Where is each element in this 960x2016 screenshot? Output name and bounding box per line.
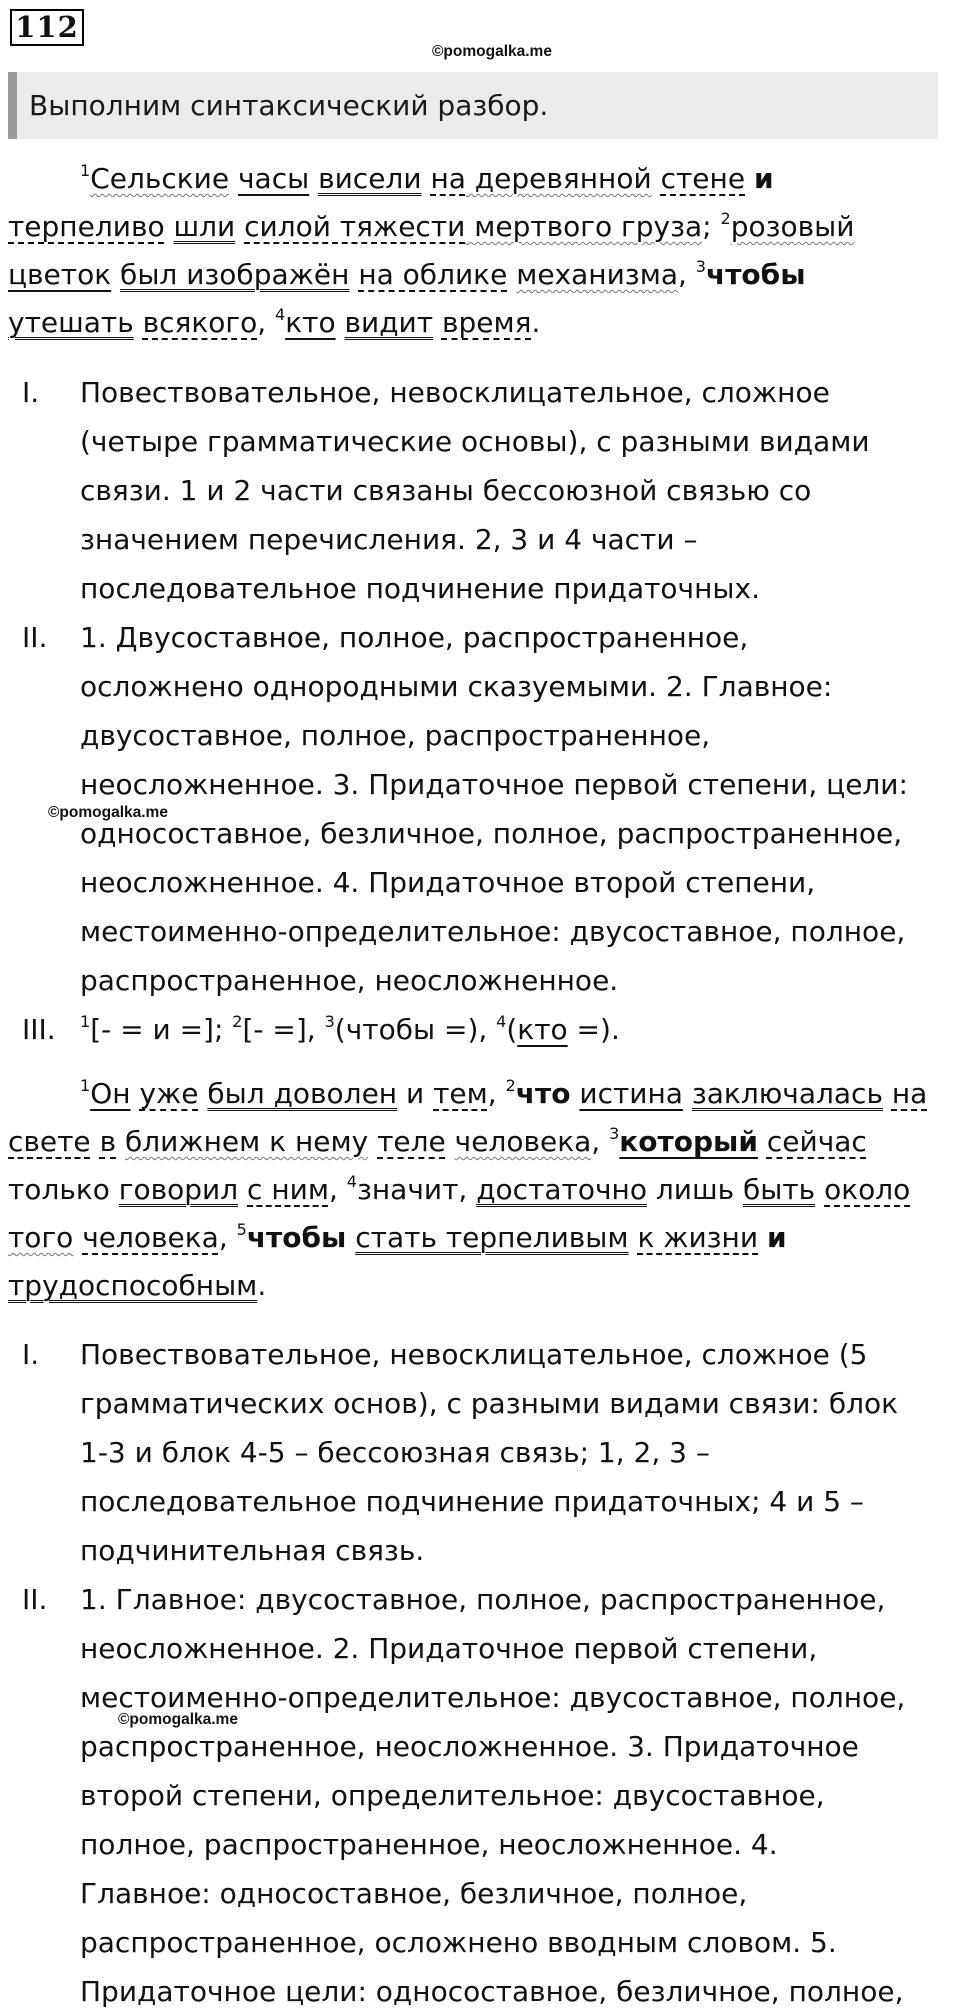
part-number: 1 [80,160,91,180]
sentence-member: в [99,1125,117,1158]
part-number: 4 [275,304,286,324]
sentence-line [8,251,953,299]
sentence-member: и [766,1221,787,1254]
analysis-line: последовательное подчинение придаточных; 4 и 5 – [80,1485,864,1518]
sentence-member: розовый [730,210,855,243]
text-fragment: , [487,1077,506,1110]
sentence-member: с ним [247,1173,329,1206]
analysis-line: 1-3 и блок 4-5 – бессоюзная связь; 1, 2, 3 – [80,1436,710,1469]
sentence-line [8,1118,953,1166]
watermark-mid: ©pomogalka.me [48,804,168,821]
sentence-member: сейчас [766,1125,867,1158]
sentence-member: того [8,1221,74,1254]
sentence-line [8,155,953,203]
sentence-member: терпеливо [8,210,165,243]
text-fragment [111,258,120,291]
analysis-line: последовательное подчинение придаточных. [80,572,760,605]
sentence-member: который [619,1125,758,1158]
part-number: 2 [505,1075,516,1095]
watermark-low: ©pomogalka.me [118,1711,238,1728]
watermark: ©pomogalka.me [432,43,552,60]
sentence-member: свете [8,1125,91,1158]
sentence-member: человека [82,1221,219,1254]
text-fragment: ( [506,1013,518,1046]
sentence-line [8,1262,953,1310]
sentence-2 [8,1070,953,1310]
text-fragment: . [531,306,541,339]
analysis-line: односоставное, безличное, полное, распространенное, [80,817,903,850]
sentence-member: уже [139,1077,199,1110]
sentence-member: мертвого груза [465,210,703,243]
sentence-member: тем [433,1077,488,1110]
sentence-member: был доволен [207,1077,398,1110]
analysis-line: Главное: односоставное, безличное, полное, [80,1877,748,1910]
analysis-line: Повествовательное, невосклицательное, сложное [80,376,830,409]
sentence-member: истина [579,1077,683,1110]
sentence-line [8,1070,953,1118]
sentence-member: силой тяжести [244,210,466,243]
text-fragment: . [257,1269,267,1302]
text-fragment: только [8,1173,119,1206]
text-fragment: , [218,1221,237,1254]
sentence-member: говорил [118,1173,239,1206]
sentence-member: на [891,1077,928,1110]
task-number: 112 [10,9,84,46]
text-fragment [433,306,442,339]
analysis-line: подчинительная связь. [80,1534,425,1567]
sentence-member: что [515,1077,571,1110]
part-number: 3 [609,1123,620,1143]
sentence-line [8,203,953,251]
analysis-item [0,1330,960,1575]
sentence-member: часы [238,162,310,195]
analysis-line: неосложненное. 4. Придаточное второй степени, [80,866,816,899]
sentence-member: утешать [8,306,134,339]
text-fragment [336,306,345,339]
sentence-member: механизма [516,258,678,291]
text-fragment: лишь [646,1173,743,1206]
text-fragment [745,162,754,195]
text-fragment: , [257,306,276,339]
sentence-member: и [753,162,774,195]
sentence-member: стене [660,162,746,195]
text-fragment [683,1077,692,1110]
sentence-member: к жизни [637,1221,759,1254]
sentence-member: цветок [8,258,112,291]
analysis-line: связи. 1 и 2 части связаны бессоюзной связью со [80,474,812,507]
text-fragment: ; [702,210,721,243]
sentence-member: всякого [142,306,258,339]
text-fragment [758,1125,767,1158]
text-fragment [309,162,318,195]
roman-numeral: I. [22,1338,40,1371]
text-fragment: [- = и =]; [90,1013,233,1046]
sentence-member: висели [318,162,422,195]
sentence-line [8,299,953,347]
sentence-member: человека [454,1125,592,1158]
analysis-line: (четыре грамматические основы), с разными видами [80,425,870,458]
text-fragment [229,162,238,195]
text-fragment: =). [567,1013,620,1046]
part-number: 3 [324,1011,335,1031]
scheme-1-text [80,1005,950,1054]
text-fragment [116,1125,125,1158]
text-fragment [758,1221,767,1254]
text-fragment [815,1173,824,1206]
part-number: 2 [232,1011,243,1031]
analysis-text [80,1575,950,2016]
sentence-member: на облике [358,258,508,291]
scheme-line [80,1005,950,1054]
sentence-member: шли [173,210,236,243]
sentence-1 [8,155,953,347]
sentence-member: стать терпеливым [355,1221,629,1254]
part-number: 2 [720,208,731,228]
sentence-member: Он [90,1077,131,1110]
text-fragment [73,1221,82,1254]
roman-numeral: II. [22,621,48,654]
part-number: 4 [346,1171,357,1191]
part-number: 1 [80,1011,91,1031]
analysis-line: Повествовательное, невосклицательное, сложное (5 [80,1338,868,1371]
text-fragment [346,1221,355,1254]
analysis-line: грамматических основ), с разными видами связи: блок [80,1387,899,1420]
sentence-member: деревянной [465,162,652,195]
analysis-line: неосложненное. 2. Придаточное первой степени, [80,1632,818,1665]
text-fragment: (чтобы =), [334,1013,497,1046]
sentence-member: быть [743,1173,816,1206]
analysis-line: значением перечисления. 2, 3 и 4 части – [80,523,698,556]
roman-numeral: II. [22,1583,48,1616]
sentence-member: достаточно [476,1173,647,1206]
analysis-item [0,368,960,613]
text-fragment [446,1125,455,1158]
analysis-line: двусоставное, полное, распространенное, [80,719,711,752]
scheme-1 [0,1005,960,1054]
text-fragment [883,1077,892,1110]
analysis-line: Придаточное цели: односоставное, безличное, полное, [80,1975,904,2008]
sentence-member: чтобы [246,1221,347,1254]
sentence-member: кто [517,1013,568,1046]
analysis-line: второй степени, определительное: двусоставное, [80,1779,825,1812]
analysis-item [0,1575,960,2016]
sentence-member: время [441,306,532,339]
part-number: 5 [236,1219,247,1239]
analysis-line: полное, распространенное, неосложненное. 4. [80,1828,778,1861]
text-fragment [235,210,244,243]
analysis-line: 1. Главное: двусоставное, полное, распространенное, [80,1583,886,1616]
text-fragment [238,1173,247,1206]
sentence-member: теле [377,1125,446,1158]
analysis-line: 1. Двусоставное, полное, распространенное, [80,621,749,654]
text-fragment: [- =], [242,1013,325,1046]
section-header: Выполним синтаксический разбор. [8,72,938,139]
text-fragment: , [677,258,696,291]
analysis-line: местоименно-определительное: двусоставное, полное, [80,915,906,948]
text-fragment [349,258,358,291]
analysis-line: распространенное, осложнено вводным словом. 5. [80,1926,837,1959]
analysis-1 [0,368,960,1005]
sentence-member: Сельские [90,162,230,195]
analysis-line: неосложненное. 3. Придаточное первой степени, цели: [80,768,908,801]
text-fragment [368,1125,377,1158]
part-number: 4 [496,1011,507,1031]
sentence-member: на [430,162,466,195]
text-fragment: , [328,1173,347,1206]
analysis-text [80,613,950,1005]
sentence-member: заключалась [691,1077,883,1110]
text-fragment [507,258,516,291]
sentence-member: трудоспособным [8,1269,258,1302]
text-fragment: и [397,1077,434,1110]
text-fragment: , [591,1125,610,1158]
part-number: 3 [695,256,706,276]
part-number: 1 [80,1075,91,1095]
analysis-line: осложнено однородными сказуемыми. 2. Главное: [80,670,833,703]
text-fragment: значит, [356,1173,477,1206]
text-fragment [652,162,661,195]
analysis-line: распространенное, неосложненное. 3. Придаточное [80,1730,859,1763]
sentence-member: был изображён [120,258,350,291]
sentence-line [8,1214,953,1262]
analysis-text [80,1330,950,1575]
analysis-line: распространенное, неосложненное. [80,964,619,997]
text-fragment [91,1125,100,1158]
sentence-member: около [824,1173,911,1206]
roman-numeral: III. [22,1013,56,1046]
sentence-line [8,1166,953,1214]
roman-numeral: I. [22,376,40,409]
analysis-line: местоименно-определительное: двусоставное, полное, [80,1681,906,1714]
sentence-member: чтобы [705,258,806,291]
analysis-text [80,368,950,613]
sentence-member: видит [344,306,434,339]
sentence-member: кто [285,306,336,339]
analysis-2 [0,1330,960,2016]
text-fragment [134,306,143,339]
sentence-member: ближнем к нему [125,1125,369,1158]
